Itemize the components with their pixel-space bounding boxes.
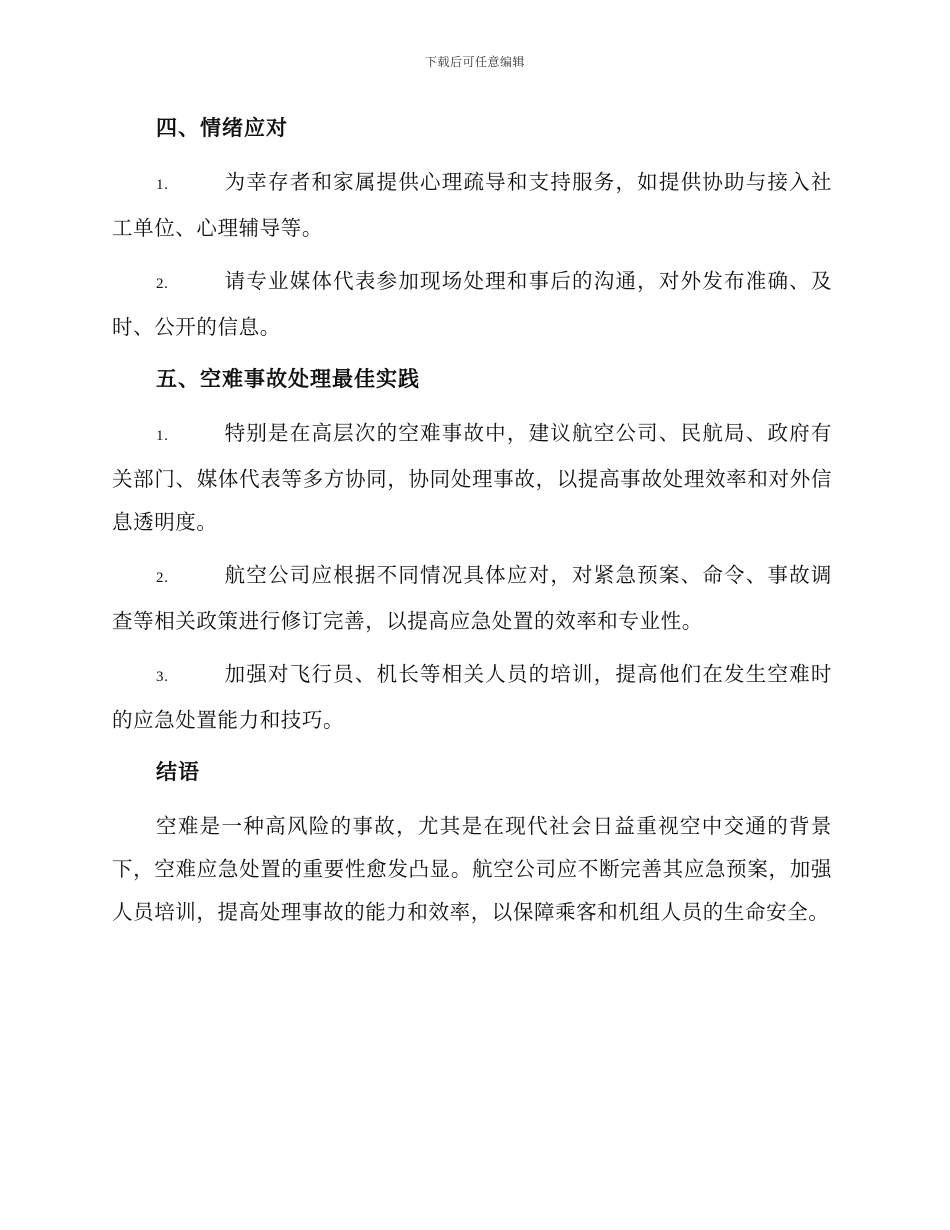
list-item <box>112 260 832 349</box>
list-item-number: 3. <box>156 669 169 685</box>
list-item <box>112 554 832 643</box>
list-item <box>112 653 832 742</box>
conclusion-paragraph: 空难是一种高风险的事故，尤其是在现代社会日益重视空中交通的背景下，空难应急处置的重要性愈发凸显。航空公司应不断完善其应急预案，加强人员培训，提高处理事故的能力和效率，以保障乘客和机组人员的生命安全。 <box>112 814 832 924</box>
section-heading: 四、情绪应对 <box>156 116 288 140</box>
list-item-number: 2. <box>156 570 169 586</box>
list-item-number: 1. <box>156 177 169 193</box>
section-heading: 五、空难事故处理最佳实践 <box>156 367 420 391</box>
list-item <box>112 161 832 250</box>
list-item-text: 航空公司应根据不同情况具体应对，对紧急预案、命令、事故调查等相关政策进行修订完善，以提高应急处置的效率和专业性。 <box>112 563 832 633</box>
list-item-number: 2. <box>156 276 169 292</box>
document-body <box>112 108 832 944</box>
list-item-text: 请专业媒体代表参加现场处理和事后的沟通，对外发布准确、及时、公开的信息。 <box>112 269 832 339</box>
section-heading: 结语 <box>156 760 200 784</box>
list-item-text: 为幸存者和家属提供心理疏导和支持服务，如提供协助与接入社工单位、心理辅导等。 <box>112 170 832 240</box>
list-item <box>112 412 832 544</box>
list-item-text: 特别是在高层次的空难事故中，建议航空公司、民航局、政府有关部门、媒体代表等多方协同，协同处理事故，以提高事故处理效率和对外信息透明度。 <box>112 421 832 534</box>
list-item-text: 加强对飞行员、机长等相关人员的培训，提高他们在发生空难时的应急处置能力和技巧。 <box>112 662 832 732</box>
list-item-number: 1. <box>156 428 169 444</box>
page-header-note: 下载后可任意编辑 <box>424 55 525 69</box>
